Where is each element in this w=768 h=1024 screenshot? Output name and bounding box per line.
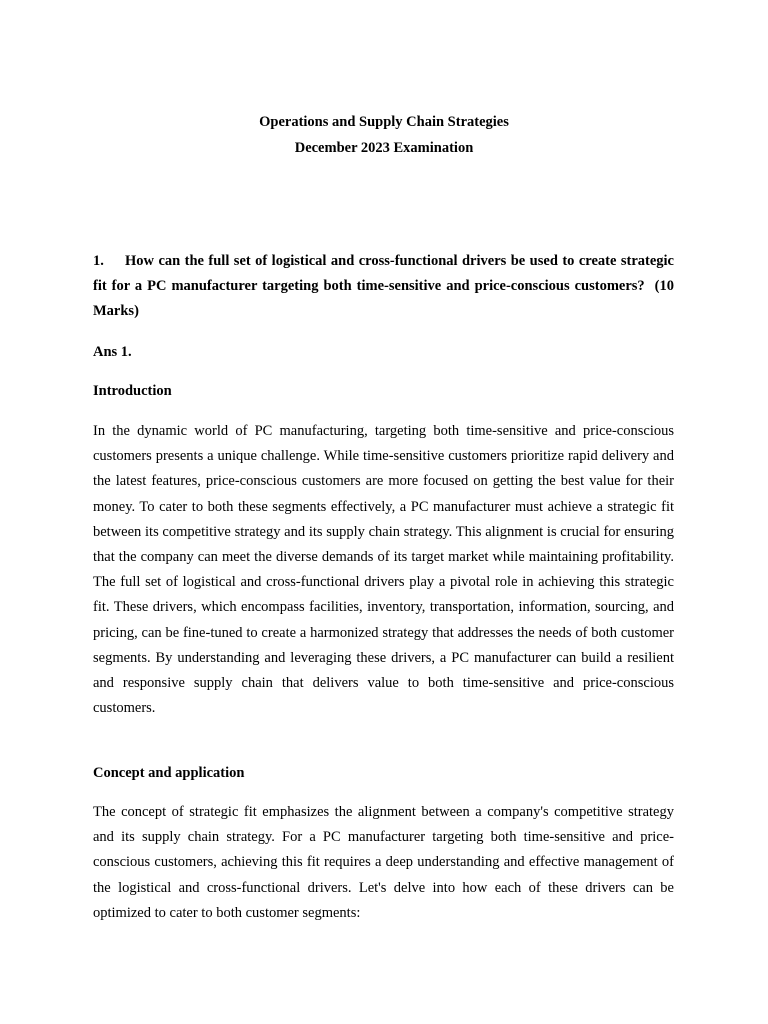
question-number: 1.: [93, 253, 104, 269]
paragraph-text: The concept of strategic fit emphasizes the alignment between a company's competitive strategy and its supply chain strategy. For a PC manufacturer targeting both time-sensitive and price-conscious customers, achieving this fit requires a deep understanding and effective management of the logistical and cross-functional drivers. Let's delve into how each of these drivers can be optimized to cater to both customer segments:: [93, 804, 674, 921]
section-paragraph-concept: [93, 800, 674, 926]
question-marks: (10 Marks): [93, 278, 674, 320]
section-heading-introduction: Introduction: [93, 383, 172, 399]
question-text: How can the full set of logistical and cross-functional drivers be used to create strategic fit for a PC manufacturer targeting both time-sensitive and price-conscious customers?: [93, 253, 674, 295]
answer-label: Ans 1.: [93, 344, 132, 360]
document-title: Operations and Supply Chain Strategies: [259, 114, 509, 130]
section-paragraph-introduction: [93, 419, 674, 721]
paragraph-text: In the dynamic world of PC manufacturing, targeting both time-sensitive and price-conscious customers presents a unique challenge. While time-sensitive customers prioritize rapid delivery and the latest features, price-conscious customers are more focused on getting the best value for their money. To cater to both these segments effectively, a PC manufacturer must achieve a strategic fit between its competitive strategy and its supply chain strategy. This alignment is crucial for ensuring that the company can meet the diverse demands of its target market while maintaining profitability. The full set of logistical and cross-functional drivers play a pivotal role in achieving this strategic fit. These drivers, which encompass facilities, inventory, transportation, information, sourcing, and pricing, can be fine-tuned to create a harmonized strategy that addresses the needs of both customer segments. By understanding and leveraging these drivers, a PC manufacturer can build a resilient and responsive supply chain that delivers value to both time-sensitive and price-conscious customers.: [93, 423, 674, 717]
document-title-block: [0, 110, 768, 161]
section-heading-concept: Concept and application: [93, 765, 245, 781]
question-block: [93, 249, 674, 325]
document-subtitle: December 2023 Examination: [294, 139, 474, 156]
